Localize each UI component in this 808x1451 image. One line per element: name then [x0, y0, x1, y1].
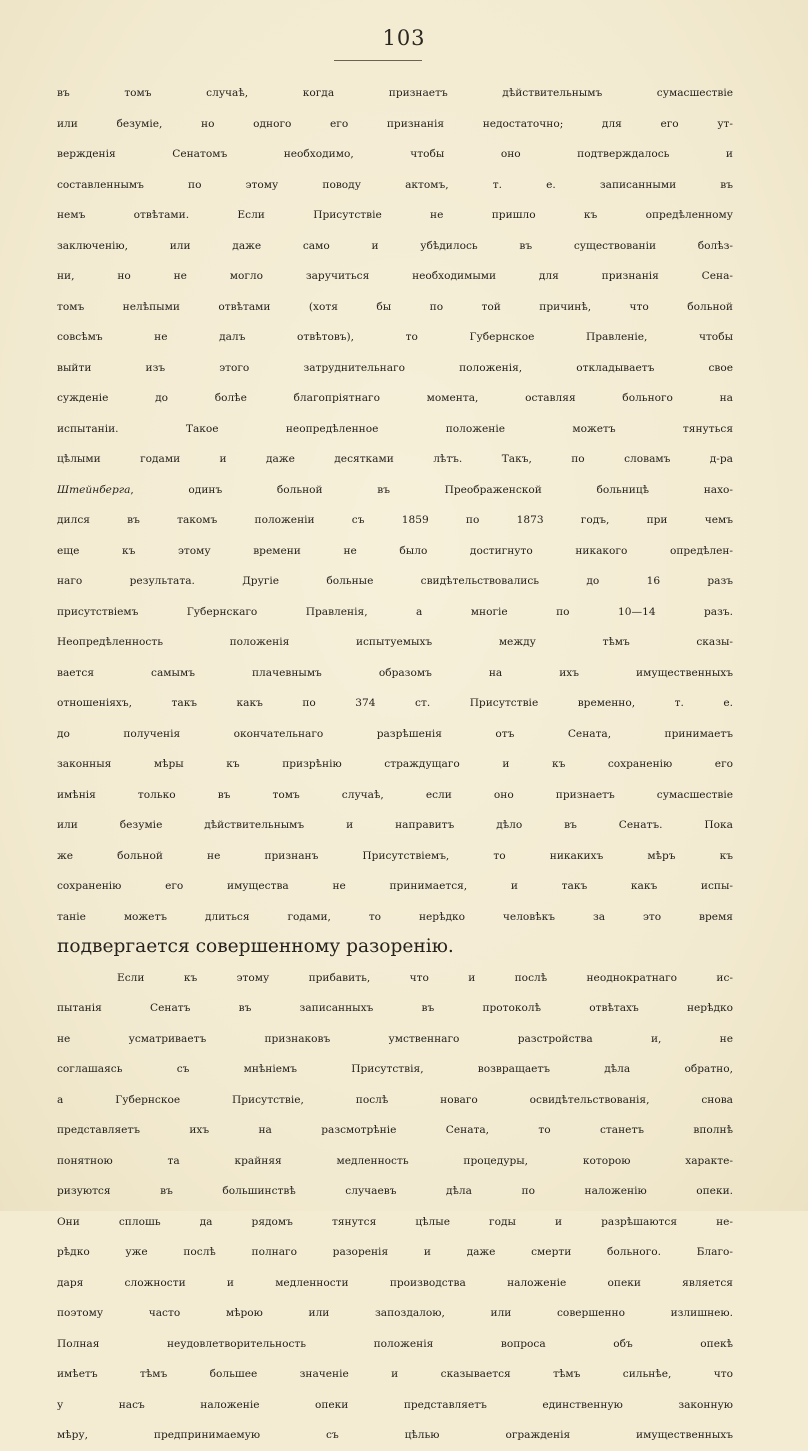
text-line: [57, 1207, 733, 1238]
page-number: 103: [382, 26, 426, 50]
italic-name: Штейнберга: [57, 483, 131, 496]
line-text: даря сложности и медленности производства наложеніе опеки является: [57, 1276, 733, 1289]
text-line: [57, 109, 733, 140]
text-line: [57, 1390, 733, 1421]
line-text: испытаніи. Такое неопредѣленное положеніе можетъ тянуться: [57, 422, 733, 435]
text-line: [57, 871, 733, 902]
line-text: ризуются въ большинствѣ случаевъ дѣла по наложенію опеки.: [57, 1185, 733, 1197]
line-text: немъ отвѣтами. Если Присутствіе не пришло къ опредѣленному: [57, 209, 733, 221]
line-text: имѣнія только въ томъ случаѣ, если оно признаетъ сумасшествіе: [57, 788, 733, 801]
text-line: [57, 1146, 733, 1177]
line-text: ни, но не могло заручиться необходимыми для признанія Сена-: [57, 270, 733, 282]
text-line: [57, 1115, 733, 1146]
text-line: [57, 231, 733, 262]
line-text: , одинъ больной въ Преображенской больницѣ нахо-: [130, 483, 733, 496]
line-text: таніе можетъ длиться годами, то нерѣдко человѣкъ за это время: [57, 910, 733, 923]
line-text: Неопредѣленность положенія испытуемыхъ между тѣмъ сказы-: [57, 636, 733, 648]
line-text: вержденія Сенатомъ необходимо, чтобы оно подтверждалось и: [57, 148, 733, 160]
text-line: [57, 1085, 733, 1116]
text-line: [57, 627, 733, 658]
text-line: [57, 597, 733, 628]
text-line: [57, 1268, 733, 1299]
line-text: у насъ наложеніе опеки представляетъ единственную законную: [57, 1398, 733, 1411]
text-line: [57, 993, 733, 1024]
text-line: [57, 780, 733, 811]
line-text: отношеніяхъ, такъ какъ по 374 ст. Присутствіе временно, т. е.: [57, 697, 733, 709]
text-line: [57, 719, 733, 750]
text-line: [57, 1359, 733, 1390]
line-text: понятною та крайняя медленность процедуры, которою характе-: [57, 1154, 733, 1167]
line-text: или безуміе дѣйствительнымъ и направитъ дѣло въ Сенатъ. Пока: [57, 819, 733, 831]
text-line: [57, 1329, 733, 1360]
text-line: [57, 414, 733, 445]
line-text: Полная неудовлетворительность положенія вопроса объ опекѣ: [57, 1337, 733, 1350]
text-line: [57, 292, 733, 323]
line-text: Они сплошь да рядомъ тянутся цѣлые годы и разрѣшаются не-: [57, 1215, 733, 1228]
line-text: или безуміе, но одного его признанія недостаточно; для его ут-: [57, 117, 733, 130]
line-text: соглашаясь съ мнѣніемъ Присутствія, возвращаетъ дѣла обратно,: [57, 1063, 733, 1075]
text-line: [57, 1176, 733, 1207]
text-line: [57, 170, 733, 201]
text-line: [57, 353, 733, 384]
line-text: наго результата. Другіе больные свидѣтельствовались до 16 разъ: [57, 575, 733, 587]
line-text: томъ нелѣпыми отвѣтами (хотя бы по той причинѣ, что больной: [57, 300, 733, 313]
text-line: [57, 841, 733, 872]
text-line: [57, 505, 733, 536]
line-text: а Губернское Присутствіе, послѣ новаго освидѣтельствованія, снова: [57, 1093, 733, 1106]
line-text: Если къ этому прибавить, что и послѣ неоднократнаго ис-: [117, 971, 733, 984]
text-line: [57, 1054, 733, 1085]
text-line: [57, 1237, 733, 1268]
text-line: [57, 963, 733, 994]
text-line: [57, 902, 733, 933]
line-text: совсѣмъ не далъ отвѣтовъ), то Губернское Правленіе, чтобы: [57, 331, 733, 343]
line-text: имѣетъ тѣмъ большее значеніе и сказывается тѣмъ сильнѣе, что: [57, 1368, 733, 1380]
line-text: рѣдко уже послѣ полнаго разоренія и даже смерти больного. Благо-: [57, 1246, 733, 1258]
text-line: [57, 475, 733, 506]
line-text: заключенію, или даже само и убѣдилось въ существованіи болѣз-: [57, 239, 733, 252]
header-rule: [334, 60, 422, 61]
body-text: [57, 78, 733, 1451]
text-line: [57, 536, 733, 567]
text-line: [57, 810, 733, 841]
text-line: [57, 1420, 733, 1451]
line-text: цѣлыми годами и даже десятками лѣтъ. Такъ, по словамъ д-ра: [57, 453, 733, 465]
line-text: выйти изъ этого затруднительнаго положенія, откладываетъ свое: [57, 361, 733, 374]
line-text: поэтому часто мѣрою или запоздалою, или совершенно излишнею.: [57, 1307, 733, 1319]
line-text: до полученія окончательнаго разрѣшенія отъ Сената, принимаетъ: [57, 727, 733, 740]
line-text: законныя мѣры къ призрѣнію страждущаго и къ сохраненію его: [57, 758, 733, 770]
text-line: [57, 261, 733, 292]
line-text: мѣру, предпринимаемую съ цѣлью огражденія имущественныхъ: [57, 1429, 733, 1441]
line-text: составленнымъ по этому поводу актомъ, т. е. записанными въ: [57, 178, 733, 191]
line-text: въ томъ случаѣ, когда признаетъ дѣйствительнымъ сумасшествіе: [57, 87, 733, 99]
text-line: [57, 1024, 733, 1055]
text-line: [57, 139, 733, 170]
text-line: [57, 1298, 733, 1329]
line-text: еще къ этому времени не было достигнуто никакого опредѣлен-: [57, 544, 733, 557]
line-text: пытанія Сенатъ въ записанныхъ въ протоколѣ отвѣтахъ нерѣдко: [57, 1002, 733, 1014]
line-text: подвергается совершенному разоренію.: [57, 936, 454, 957]
text-line: [57, 658, 733, 689]
line-text: сужденіе до болѣе благопріятнаго момента, оставляя больного на: [57, 392, 733, 404]
line-text: дился въ такомъ положеніи съ 1859 по 1873 годъ, при чемъ: [57, 514, 733, 526]
text-line: [57, 749, 733, 780]
text-line: [57, 444, 733, 475]
line-text: же больной не признанъ Присутствіемъ, то никакихъ мѣръ къ: [57, 849, 733, 862]
line-text: представляетъ ихъ на разсмотрѣніе Сената, то станетъ вполнѣ: [57, 1124, 733, 1136]
line-text: сохраненію его имущества не принимается, и такъ какъ испы-: [57, 880, 733, 892]
text-line: [57, 383, 733, 414]
text-line: [57, 566, 733, 597]
text-line: [57, 322, 733, 353]
text-line: [57, 200, 733, 231]
line-text: вается самымъ плачевнымъ образомъ на ихъ имущественныхъ: [57, 666, 733, 679]
text-line: [57, 688, 733, 719]
text-line: [57, 932, 733, 963]
text-line: [57, 78, 733, 109]
line-text: не усматриваетъ признаковъ умственнаго разстройства и, не: [57, 1032, 733, 1045]
line-text: присутствіемъ Губернскаго Правленія, а многіе по 10—14 разъ.: [57, 605, 733, 618]
